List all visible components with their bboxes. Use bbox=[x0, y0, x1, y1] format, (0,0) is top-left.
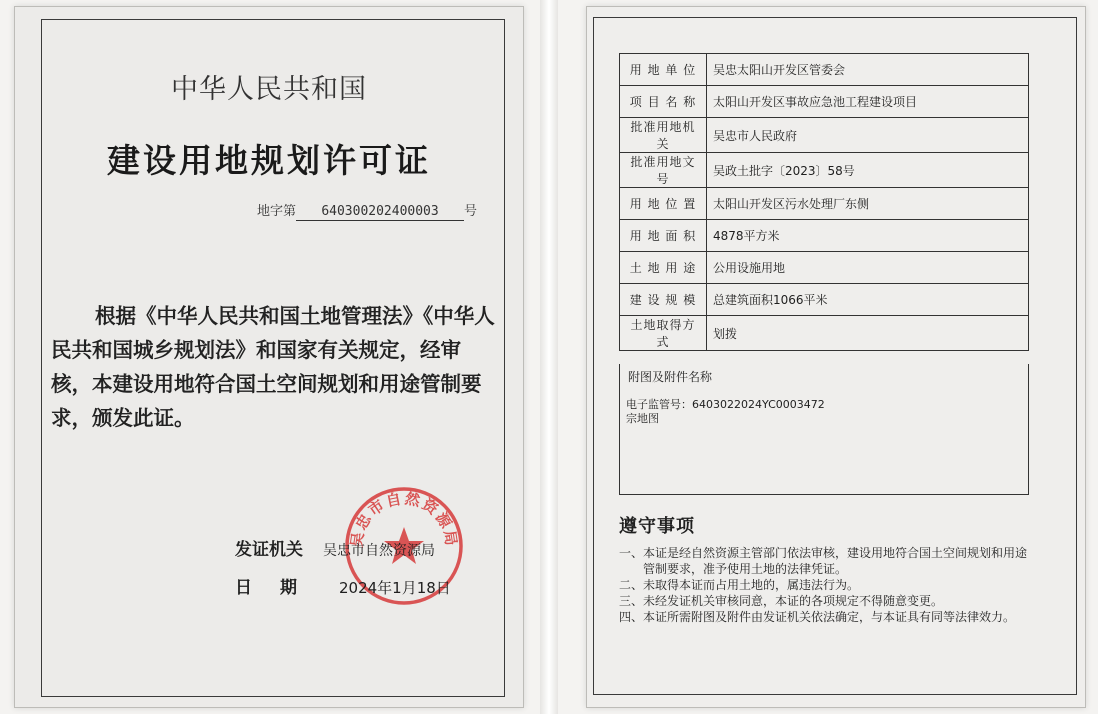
field-label: 用 地 位 置 bbox=[620, 188, 707, 220]
date-line bbox=[235, 573, 451, 598]
field-label: 批准用地机关 bbox=[620, 118, 707, 153]
attachments-box bbox=[619, 364, 1029, 495]
date-label: 日期 bbox=[235, 578, 325, 598]
certificate-body: 根据《中华人民共和国土地管理法》《中华人民共和国城乡规划法》和国家有关规定，经审核，本建设用地符合国土空间规划和用途管制要求，颁发此证。 bbox=[51, 304, 495, 430]
certificate-detail-page bbox=[586, 6, 1086, 708]
table-row bbox=[620, 252, 1029, 284]
rule-item: 四、本证所需附图及附件由发证机关依法确定，与本证具有同等法律效力。 bbox=[619, 610, 1016, 624]
table-row bbox=[620, 153, 1029, 188]
attachments-title: 附图及附件名称 bbox=[628, 370, 713, 384]
page-gutter bbox=[540, 0, 558, 714]
cert-number: 640300202400003 bbox=[296, 204, 464, 221]
issuer-value: 吴忠市自然资源局 bbox=[323, 543, 435, 559]
field-value: 公用设施用地 bbox=[707, 252, 1029, 284]
table-row bbox=[620, 188, 1029, 220]
field-label: 批准用地文号 bbox=[620, 153, 707, 188]
country-name: 中华人民共和国 bbox=[171, 74, 367, 105]
rules-title: 遵守事项 bbox=[619, 516, 695, 537]
field-label: 建 设 规 模 bbox=[620, 284, 707, 316]
table-row bbox=[620, 118, 1029, 153]
field-label: 项 目 名 称 bbox=[620, 86, 707, 118]
cert-suffix: 号 bbox=[464, 204, 478, 219]
field-value: 吴忠太阳山开发区管委会 bbox=[707, 54, 1029, 86]
certificate-title: 建设用地规划许可证 bbox=[107, 141, 431, 180]
rule-item: 三、未经发证机关审核同意，本证的各项规定不得随意变更。 bbox=[619, 594, 944, 608]
land-info-table bbox=[619, 53, 1029, 351]
table-row bbox=[620, 316, 1029, 351]
field-value: 4878平方米 bbox=[707, 220, 1029, 252]
field-value: 太阳山开发区事故应急池工程建设项目 bbox=[707, 86, 1029, 118]
field-value: 吴忠市人民政府 bbox=[707, 118, 1029, 153]
field-value: 太阳山开发区污水处理厂东侧 bbox=[707, 188, 1029, 220]
table-row bbox=[620, 54, 1029, 86]
table-row bbox=[620, 284, 1029, 316]
rules-list bbox=[619, 545, 1035, 625]
date-value: 2024年1月18日 bbox=[339, 579, 451, 597]
field-value: 划拨 bbox=[707, 316, 1029, 351]
table-row bbox=[620, 220, 1029, 252]
cert-prefix: 地字第 bbox=[257, 204, 297, 219]
attachment-item: 宗地图 bbox=[626, 412, 659, 425]
rule-item: 一、本证是经自然资源主管部门依法审核，建设用地符合国土空间规划和用途管制要求，准予使用土地的法律凭证。 bbox=[619, 546, 1028, 576]
field-value: 吴政土批字〔2023〕58号 bbox=[707, 153, 1029, 188]
field-label: 用 地 面 积 bbox=[620, 220, 707, 252]
field-label: 土 地 用 途 bbox=[620, 252, 707, 284]
rule-item: 二、未取得本证而占用土地的，属违法行为。 bbox=[619, 578, 860, 592]
field-label: 用 地 单 位 bbox=[620, 54, 707, 86]
table-row bbox=[620, 86, 1029, 118]
certificate-number-line bbox=[257, 200, 477, 221]
issuer-label: 发证机关 bbox=[235, 540, 303, 560]
issuer-line bbox=[235, 535, 435, 560]
certificate-front-page bbox=[14, 6, 524, 708]
supervision-code: 电子监管号：6403022024YC0003472 bbox=[626, 398, 825, 411]
svg-text:吴忠市自然资源局: 吴忠市自然资源局 bbox=[347, 489, 461, 549]
field-label: 土地取得方式 bbox=[620, 316, 707, 351]
field-value: 总建筑面积1066平米 bbox=[707, 284, 1029, 316]
